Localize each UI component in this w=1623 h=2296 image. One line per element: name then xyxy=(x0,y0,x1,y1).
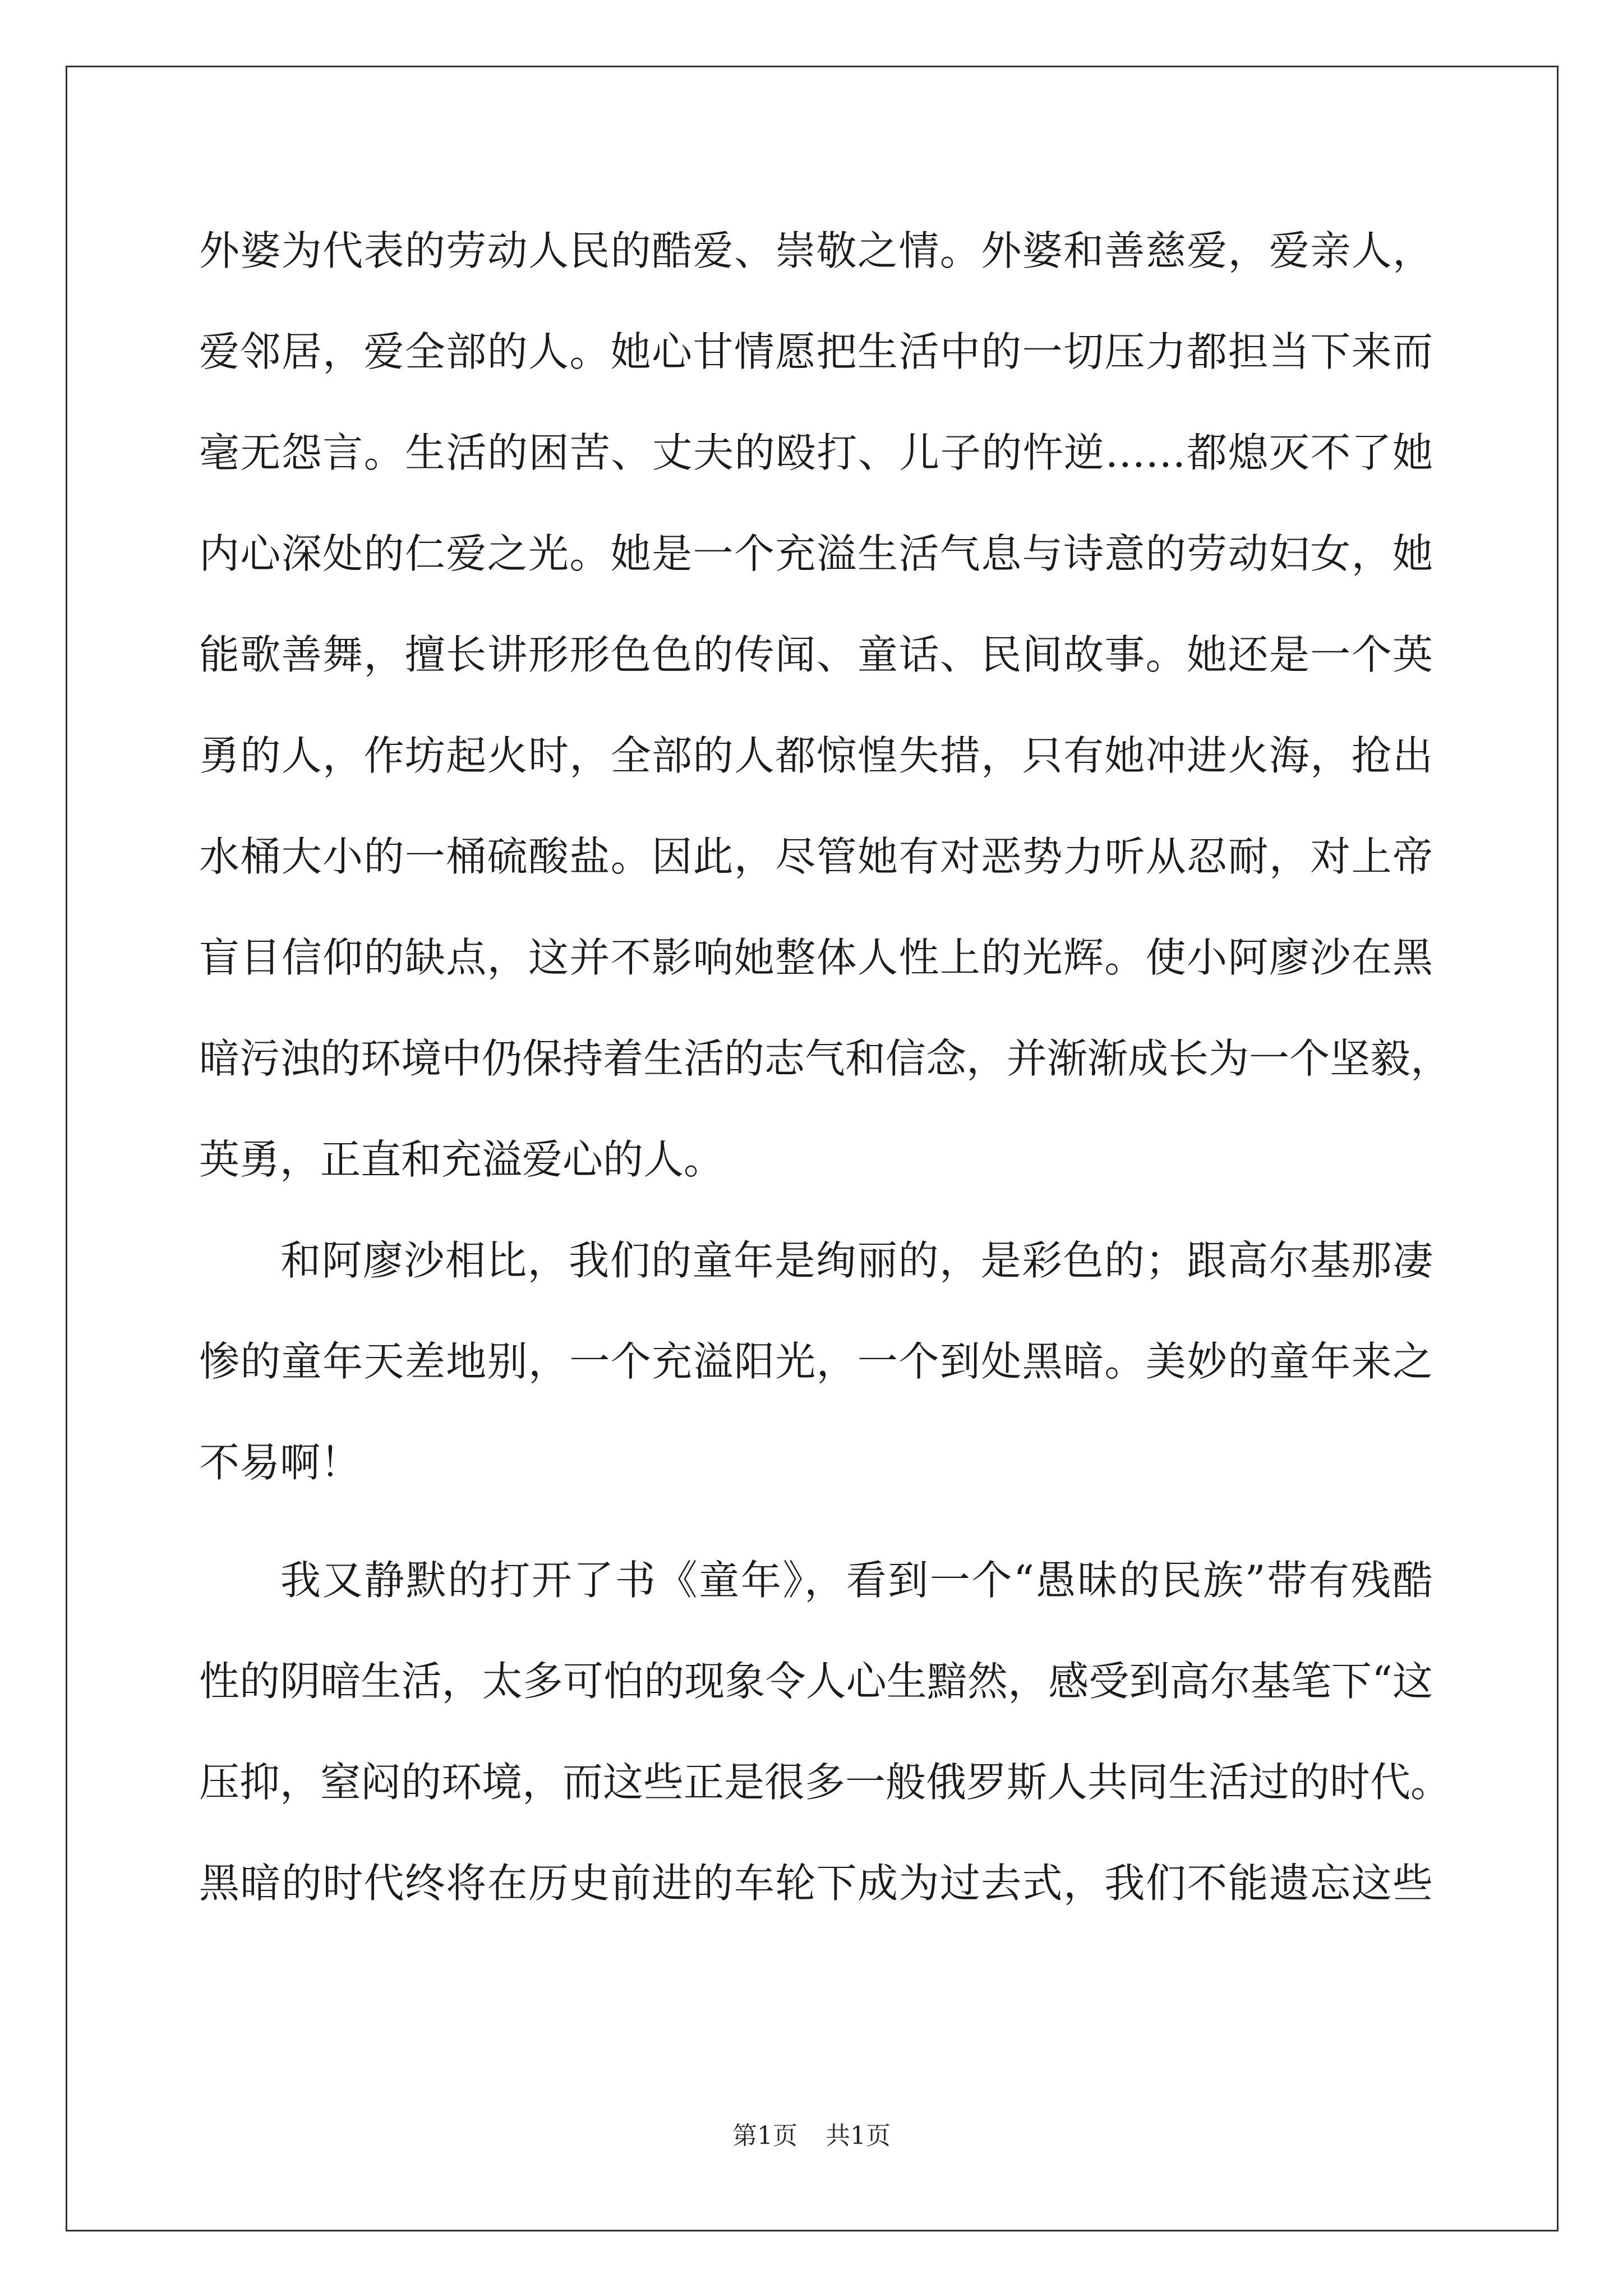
text-line: 能歌善舞，擅长讲形形色色的传闻、童话、民间故事。她还是一个英 xyxy=(199,631,1433,678)
text-line: 毫无怨言。生活的困苦、丈夫的殴打、儿子的忤逆……都熄灭不了她 xyxy=(199,429,1433,476)
text-line: 黑暗的时代终将在历史前进的车轮下成为过去式，我们不能遗忘这些 xyxy=(199,1860,1433,1907)
text-line: 性的阴暗生活，太多可怕的现象令人心生黯然，感受到高尔基笔下“这 xyxy=(199,1658,1433,1705)
paragraph-first-line: 和阿廖沙相比，我们的童年是绚丽的，是彩色的；跟高尔基那凄 xyxy=(280,1237,1433,1284)
text-line: 惨的童年天差地别，一个充溢阳光，一个到处黑暗。美妙的童年来之 xyxy=(199,1338,1433,1385)
text-line: 水桶大小的一桶硫酸盐。因此，尽管她有对恶势力听从忍耐，对上帝 xyxy=(199,833,1433,880)
text-line: 勇的人，作坊起火时，全部的人都惊惶失措，只有她冲进火海，抢出 xyxy=(199,732,1433,779)
page-number-current: 第1页 xyxy=(732,2122,797,2150)
text-line: 不易啊！ xyxy=(199,1439,361,1486)
text-line: 压抑，窒闷的环境，而这些正是很多一般俄罗斯人共同生活过的时代。 xyxy=(199,1759,1451,1806)
paragraph-first-line: 我又静默的打开了书《童年》，看到一个“愚昧的民族”带有残酷 xyxy=(280,1557,1433,1604)
text-line: 英勇，正直和充溢爱心的人。 xyxy=(199,1136,725,1183)
page-footer xyxy=(0,2119,1623,2153)
text-line: 外婆为代表的劳动人民的酷爱、崇敬之情。外婆和善慈爱，爱亲人， xyxy=(199,227,1433,274)
text-line: 爱邻居，爱全部的人。她心甘情愿把生活中的一切压力都担当下来而 xyxy=(199,328,1433,375)
text-line: 暗污浊的环境中仍保持着生活的志气和信念，并渐渐成长为一个坚毅， xyxy=(199,1035,1451,1082)
text-line: 盲目信仰的缺点，这并不影响她整体人性上的光辉。使小阿廖沙在黑 xyxy=(199,934,1433,981)
page-number-total: 共1页 xyxy=(826,2122,891,2150)
text-line: 内心深处的仁爱之光。她是一个充溢生活气息与诗意的劳动妇女，她 xyxy=(199,530,1433,577)
